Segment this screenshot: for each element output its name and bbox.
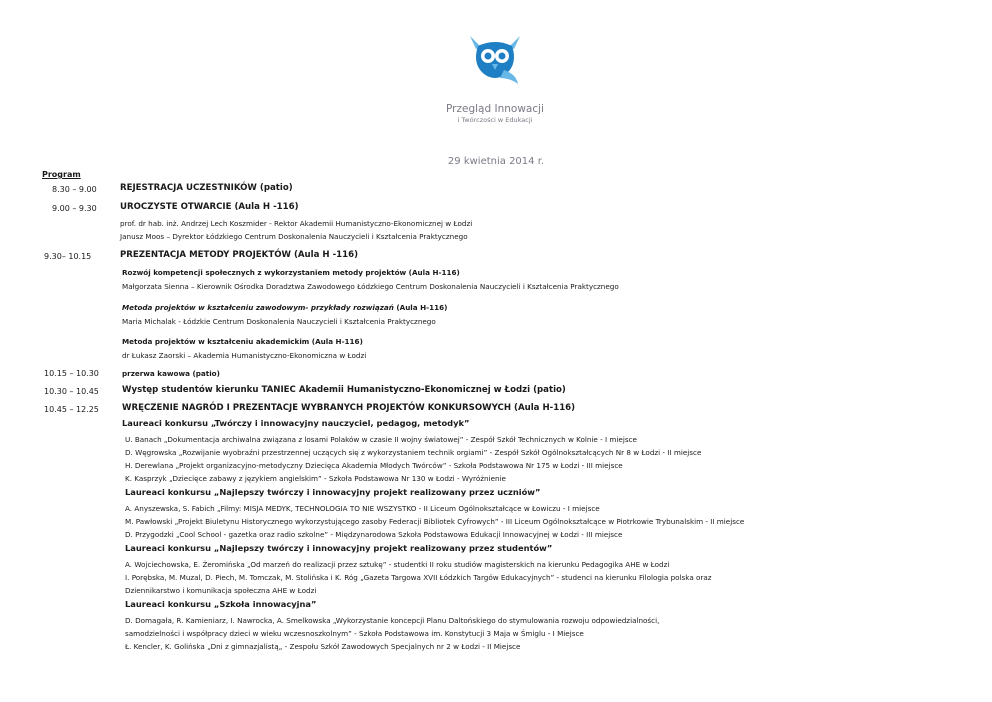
subsection-title bbox=[122, 303, 447, 312]
brand-line-1: Przegląd Innowacji bbox=[446, 103, 544, 115]
speaker-line: dr Łukasz Zaorski – Akademia Humanistyczno-Ekonomiczna w Łodzi bbox=[122, 351, 367, 360]
schedule-title: PREZENTACJA METODY PROJEKTÓW (Aula H -116) bbox=[120, 250, 359, 260]
schedule-title: Występ studentów kierunku TANIEC Akademii Humanistyczno-Ekonomicznej w Łodzi (patio) bbox=[122, 385, 566, 395]
schedule-time: 9.30– 10.15 bbox=[44, 252, 92, 261]
speaker-line: prof. dr hab. inż. Andrzej Lech Koszmider - Rektor Akademii Humanistyczno-Ekonomicznej w Łodzi bbox=[120, 219, 473, 228]
owl-logo-icon bbox=[466, 34, 524, 86]
speaker-line: Maria Michalak - Łódzkie Centrum Doskonalenia Nauczycieli i Kształcenia Praktycznego bbox=[122, 317, 436, 326]
laureate-entry: I. Porębska, M. Muzal, D. Piech, M. Tomczak, M. Stolińska i K. Róg „Gazeta Targowa XVII Łódzkich Targów Edukacyjnych” - studenci na kierunku Filologia polska oraz bbox=[125, 573, 712, 582]
laureate-entry: Dziennikarstwo i komunikacja społeczna AHE w Łodzi bbox=[125, 586, 317, 595]
schedule-time: 10.15 – 10.30 bbox=[44, 369, 99, 378]
laureate-entry: A. Wojciechowska, E. Żeromińska „Od marzeń do realizacji przez sztukę” - studentki II roku studiów magisterskich na kierunku Pedagogika AHE w Łodzi bbox=[125, 560, 670, 569]
subsection-title-suffix: (Aula H-116) bbox=[393, 303, 448, 312]
laureate-entry: K. Kasprzyk „Dziecięce zabawy z językiem angielskim” - Szkoła Podstawowa Nr 130 w Łodzi - Wyróżnienie bbox=[125, 474, 506, 483]
speaker-line: Małgorzata Sienna – Kierownik Ośrodka Doradztwa Zawodowego Łódzkiego Centrum Doskonalenia Nauczycieli i Kształcenia Praktycznego bbox=[122, 282, 619, 291]
subsection-title-italic: Metoda projektów w kształceniu zawodowym- przykłady rozwiązań bbox=[122, 303, 394, 312]
schedule-title: przerwa kawowa (patio) bbox=[122, 369, 220, 378]
contest-title: Laureaci konkursu „Twórczy i innowacyjny nauczyciel, pedagog, metodyk” bbox=[122, 418, 470, 428]
contest-title: Laureaci konkursu „Najlepszy twórczy i innowacyjny projekt realizowany przez studentów” bbox=[125, 543, 553, 553]
laureate-entry: samodzielności i współpracy dzieci w wieku wczesnoszkolnym” - Szkoła Podstawowa im. Konstytucji 3 Maja w Śmiglu - I Miejsce bbox=[125, 629, 584, 638]
event-date: 29 kwietnia 2014 r. bbox=[447, 156, 545, 167]
schedule-title: REJESTRACJA UCZESTNIKÓW (patio) bbox=[120, 183, 293, 193]
laureate-entry: U. Banach „Dokumentacja archiwalna związana z losami Polaków w czasie II wojny światowej” - Zespół Szkół Technicznych w Kolnie - I miejsce bbox=[125, 435, 637, 444]
program-heading: Program bbox=[42, 170, 81, 179]
laureate-entry: H. Derewlana „Projekt organizacyjno-metodyczny Dziecięca Akademia Młodych Twórców” - Szkoła Podstawowa Nr 175 w Łodzi - III miejsce bbox=[125, 461, 623, 470]
subsection-title: Rozwój kompetencji społecznych z wykorzystaniem metody projektów (Aula H-116) bbox=[122, 268, 460, 277]
laureate-entry: D. Domagała, R. Kamieniarz, I. Nawrocka, A. Smelkowska „Wykorzystanie koncepcji Planu Daltońskiego do stymulowania rozwoju odpowiedzialności, bbox=[125, 616, 660, 625]
laureate-entry: A. Anyszewska, S. Fabich „Filmy: MISJA MEDYK, TECHNOLOGIA TO NIE WSZYSTKO - II Liceum Ogólnokształcące w Łowiczu - I miejsce bbox=[125, 504, 600, 513]
schedule-time: 9.00 – 9.30 bbox=[52, 204, 97, 213]
brand-name bbox=[404, 103, 586, 125]
speaker-line: Janusz Moos – Dyrektor Łódzkiego Centrum Doskonalenia Nauczycieli i Kształcenia Praktycznego bbox=[120, 232, 468, 241]
laureate-entry: D. Przygodzki „Cool School - gazetka oraz radio szkolne” - Międzynarodowa Szkoła Podstawowa Edukacji Innowacyjnej w Łodzi - III miejsce bbox=[125, 530, 623, 539]
brand-line-2: i Twórczości w Edukacji bbox=[457, 116, 533, 124]
schedule-time: 10.45 – 12.25 bbox=[44, 405, 99, 414]
laureate-entry: D. Węgrowska „Rozwijanie wyobraźni przestrzennej uczących się z wykorzystaniem technik orgiami” - Zespół Szkół Ogólnokształcących Nr 8 w Łodzi - II miejsce bbox=[125, 448, 702, 457]
contest-title: Laureaci konkursu „Najlepszy twórczy i innowacyjny projekt realizowany przez uczniów” bbox=[125, 487, 541, 497]
contest-title: Laureaci konkursu „Szkoła innowacyjna” bbox=[125, 599, 317, 609]
laureate-entry: M. Pawłowski „Projekt Biuletynu Historycznego wykorzystującego zasoby Federacji Bibliotek Cyfrowych” - III Liceum Ogólnokształcące w Piotrkowie Trybunalskim - II miejsce bbox=[125, 517, 745, 526]
subsection-title: Metoda projektów w kształceniu akademickim (Aula H-116) bbox=[122, 337, 363, 346]
schedule-title: WRĘCZENIE NAGRÓD I PREZENTACJE WYBRANYCH PROJEKTÓW KONKURSOWYCH (Aula H-116) bbox=[122, 403, 576, 413]
schedule-time: 8.30 – 9.00 bbox=[52, 185, 97, 194]
schedule-title: UROCZYSTE OTWARCIE (Aula H -116) bbox=[120, 202, 299, 212]
laureate-entry: Ł. Kencler, K. Golińska „Dni z gimnazjalistą„ - Zespołu Szkół Zawodowych Specjalnych nr 2 w Łodzi - II Miejsce bbox=[125, 642, 521, 651]
schedule-time: 10.30 – 10.45 bbox=[44, 387, 99, 396]
